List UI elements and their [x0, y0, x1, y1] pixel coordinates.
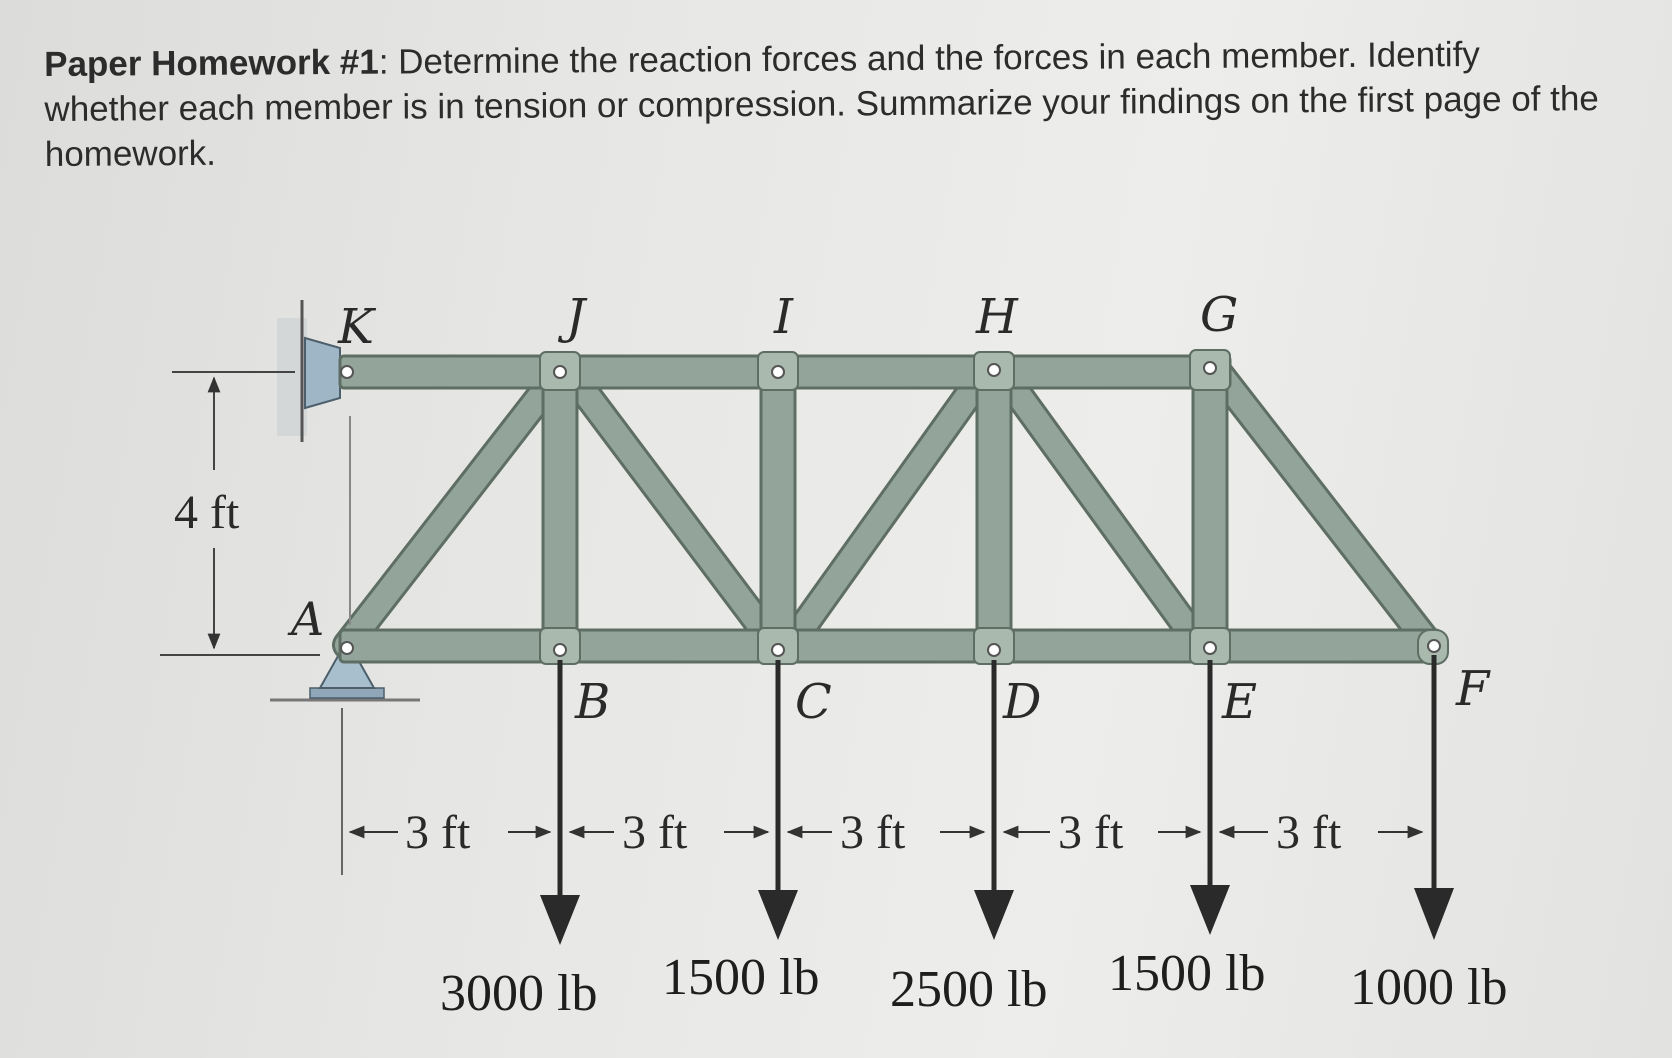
load-label-b: 3000 lb [440, 965, 598, 1022]
pin-g [1204, 362, 1216, 374]
load-label-e: 1500 lb [1108, 945, 1266, 1002]
label-k: K [338, 299, 374, 355]
height-label: 4 ft [174, 486, 240, 539]
load-arrow-b [540, 660, 580, 945]
label-a: A [291, 592, 325, 646]
load-arrow-f [1414, 655, 1454, 940]
pin-f [1428, 640, 1440, 652]
pin-c [772, 644, 784, 656]
spacing-label-de: 3 ft [1058, 806, 1124, 859]
member-ic [761, 372, 795, 646]
pin-d [988, 644, 1000, 656]
label-d: D [1003, 674, 1042, 730]
pin-h [988, 364, 1000, 376]
member-ge [1193, 372, 1227, 646]
load-label-f: 1000 lb [1350, 959, 1508, 1016]
label-b: B [575, 674, 611, 730]
bottom-chord [340, 630, 1440, 662]
pin-i [772, 366, 784, 378]
load-label-c: 1500 lb [662, 949, 820, 1006]
pin-j [554, 366, 566, 378]
pin-b [554, 644, 566, 656]
load-arrows [540, 655, 1454, 945]
spacing-label-bc: 3 ft [622, 806, 688, 859]
label-g: G [1200, 287, 1239, 343]
label-f: F [1456, 661, 1490, 717]
label-j: J [566, 289, 586, 345]
load-label-d: 2500 lb [890, 961, 1048, 1018]
label-i: I [774, 289, 793, 345]
problem-body: : Determine the reaction forces and the forces in each member. Identify whether each member is in tension or compression. Summarize your findings on the first page of the homework. [44, 34, 1599, 174]
label-h: H [976, 289, 1018, 345]
member-jb [543, 372, 577, 646]
load-arrow-c [758, 660, 798, 940]
truss-members [340, 350, 1448, 664]
pin-e [1204, 642, 1216, 654]
spacing-label-cd: 3 ft [840, 806, 906, 859]
label-c: C [795, 674, 832, 730]
problem-title: Paper Homework #1 [44, 42, 379, 84]
label-e: E [1222, 674, 1258, 730]
spacing-label-ab: 3 ft [405, 806, 471, 859]
spacing-label-ef: 3 ft [1276, 806, 1342, 859]
pin-k [341, 366, 353, 378]
member-hd [977, 372, 1011, 646]
pin-a [341, 642, 353, 654]
